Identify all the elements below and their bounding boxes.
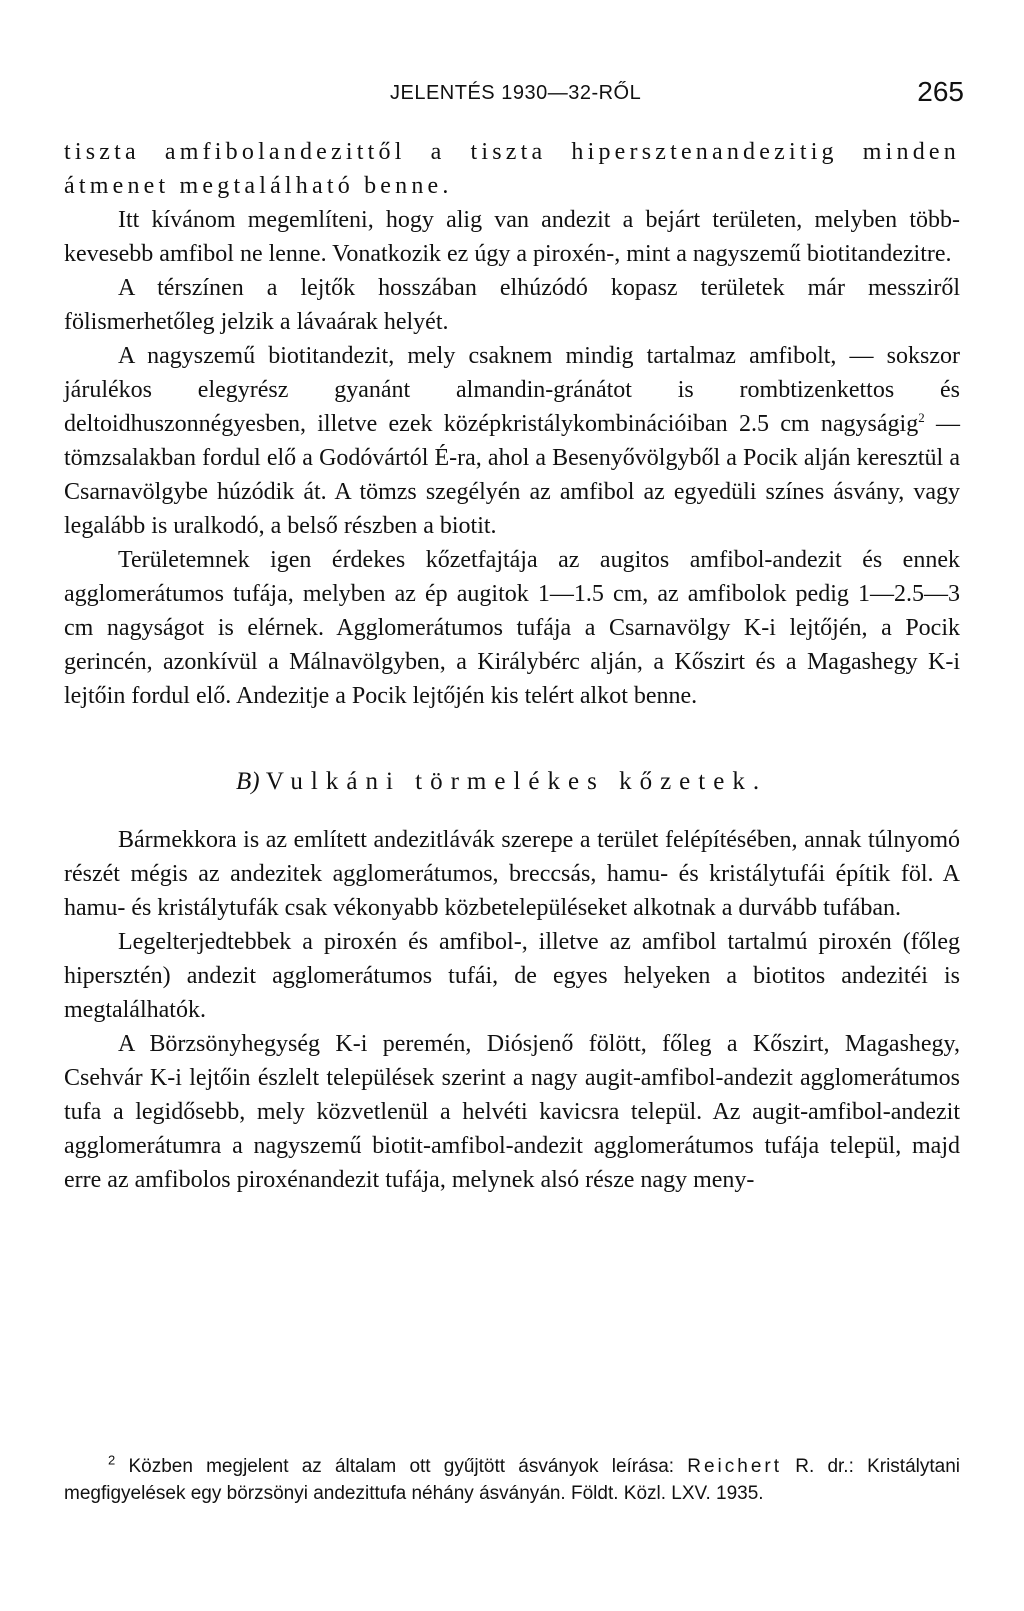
paragraph-6: Bármekkora is az említett andezitlávák szerepe a terület felépítésében, annak túlnyomó részét mégis az andezitek agglomerátumos, breccsás, hamu- és kristálytufái építik föl. A hamu- és kristálytufák csak vékonyabb közbetelepüléseket alkotnak a durvább tufában. <box>64 827 960 921</box>
footnote-text-after: R. dr.: Kristálytani megfigyelések egy börzsönyi andezittufa néhány ásványán. Földt. Közl. LXV. 1935. <box>64 1456 960 1504</box>
footnote-marker: 2 <box>108 1452 116 1468</box>
paragraph-4 <box>64 339 960 543</box>
page-header <box>0 76 1024 116</box>
footnote-author: Reichert <box>687 1456 783 1477</box>
paragraph-1: tiszta amfibolandezittől a tiszta hipersztenandezitig minden átmenet megtalálható benne. <box>64 139 960 199</box>
body-text <box>64 135 960 1197</box>
paragraph-4-part-2: — tömzsalakban fordul elő a Godóvártól É-ra, ahol a Besenyővölgyből a Pocik alján keresztül a Csarnavölgybe húzódik át. A tömzs szegélyén az amfibol az egyedüli színes ásvány, vagy legalább is uralkodó, a belső részben a biotit. <box>64 411 960 539</box>
paragraph-2: Itt kívánom megemlíteni, hogy alig van andezit a bejárt területen, melyben több-kevesebb amfibol ne lenne. Vonatkozik ez úgy a piroxén-, mint a nagyszemű biotitandezitre. <box>64 207 960 267</box>
footnote-text-before: Közben megjelent az általam ott gyűjtött ásványok leírása: <box>115 1456 688 1477</box>
running-head: JELENTÉS 1930—32-RŐL <box>390 82 642 104</box>
section-heading-title: Vulkáni törmelékes kőzetek. <box>265 768 768 795</box>
paragraph-7: Legelterjedtebbek a piroxén és amfibol-, illetve az amfibol tartalmú piroxén (főleg hipersztén) andezit agglomerátumos tufái, de egyes helyeken a biotitos andezitéi is megtalálhatók. <box>64 929 960 1023</box>
paragraph-3: A térszínen a lejtők hosszában elhúzódó kopasz területek már messziről fölismerhetőleg jelzik a lávaárak helyét. <box>64 275 960 335</box>
footnote-text <box>64 1453 960 1507</box>
paragraph-8: A Börzsönyhegység K-i peremén, Diósjenő fölött, főleg a Kőszirt, Magashegy, Csehvár K-i lejtőin észlelt települések szerint a nagy augit-amfibol-andezit agglomerátumos tufa a legidősebb, mely közvetlenül a helvéti kavicsra települ. Az augit-amfibol-andezit agglomerátumra a nagyszemű biotit-amfibol-andezit agglomerátumos tufája települ, majd erre az amfibolos piroxénandezit tufája, melynek alsó része nagy meny- <box>64 1031 960 1193</box>
section-heading-letter: B) <box>236 768 260 795</box>
section-heading <box>236 765 960 799</box>
footnote-reference: 2 <box>918 410 925 425</box>
paragraph-4-part-1: A nagyszemű biotitandezit, mely csaknem mindig tartalmaz amfibolt, — sokszor járulékos elegyrész gyanánt almandin-gránátot is rombtizenkettos és deltoidhuszonnégyesben, illetve ezek középkristálykombinációiban 2.5 cm nagyságig <box>64 343 960 437</box>
footnote <box>64 1453 960 1507</box>
page-number: 265 <box>917 76 964 107</box>
paragraph-5: Területemnek igen érdekes kőzetfajtája az augitos amfibol-andezit és ennek agglomerátumos tufája, melyben az ép augitok 1—1.5 cm, az amfibolok pedig 1—2.5—3 cm nagyságot is elérnek. Agglomerátumos tufája a Csarnavölgy K-i lejtőjén, a Pocik gerincén, azonkívül a Málnavölgyben, a Királybérc alján, a Kőszirt és a Magashegy K-i lejtőin fordul elő. Andezitje a Pocik lejtőjén kis telért alkot benne. <box>64 547 960 709</box>
